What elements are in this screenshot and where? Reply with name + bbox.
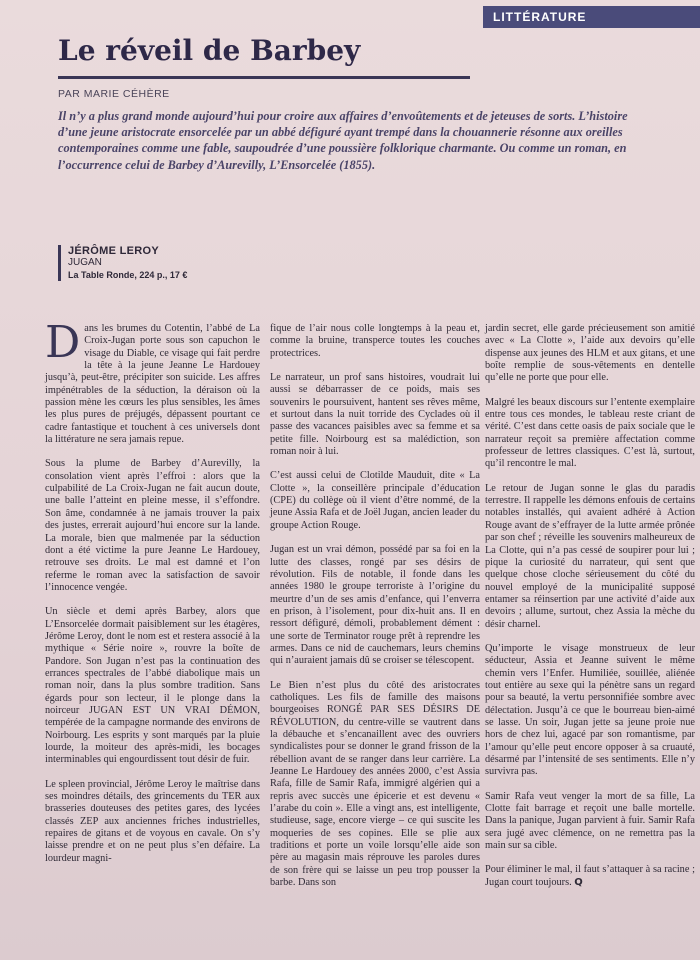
lead-paragraph: Il n’y a plus grand monde aujourd’hui pour croire aux affaires d’envoûtements et de jeteuses de sorts. L’histoire d’une jeune aristocrate ensorcelée par un abbé défiguré ayant trempé dans la chouannerie résonne aux oreilles contemporaines comme une fable, saupoudrée d’une poussière folklorique charmante. Ou comme un roman, en l’occurrence celui de Barbey d’Aurevilly, L’Ensorcelée (1855).: [58, 109, 628, 172]
paragraph: Le narrateur, un prof sans histoires, voudrait lui aussi se débarrasser de ce poids, mais ses souvenirs le poursuivent, hantent ses rêves même, et surtout dans la nuit torride des Cyclades où il passe des vacances paisibles avec sa femme et sa petite fille. Noirbourg est sa malédiction, son roman noir à lui.: [270, 372, 480, 458]
book-author: JÉRÔME LEROY: [68, 245, 160, 257]
paragraph: Le retour de Jugan sonne le glas du paradis terrestre. Il rappelle les démons enfouis de certains notables installés, qui avaient adhéré à Action Rouge avant de s’effrayer de la lutte armée prônée par son chef ; réveille les souvenirs malheureux de La Clotte, qui n’a pas cessé de soupirer pour lui ; pique la curiosité du narrateur, qui sent que quelque chose cloche sérieusement du côté du nouvel employé de la municipalité supposé entamer sa réinsertion par une activité d’aide aux devoirs ; allume, surtout, chez Assia la mèche du désir charnel.: [485, 482, 695, 630]
article-title: Le réveil de Barbey: [58, 34, 361, 67]
paragraph: Le spleen provincial, Jérôme Leroy le maîtrise dans ses moindres détails, des grincements du TER aux brasseries douteuses des petites gares, des lycées classés ZEP aux anciennes friches industrielles, repaires de gitans et de voyous en cavale. On s’y laisse prendre et on ne peut plus s’en défaire. La lourdeur magni-: [45, 778, 260, 864]
book-title: JUGAN: [68, 257, 102, 268]
paragraph: Dans les brumes du Cotentin, l’abbé de La Croix-Jugan porte sous son capuchon le visage du Diable, ce visage qui fait perdre la tête à la jeune Jeanne Le Hardouey jusqu’à, peut-être, précipiter son suicide. Les affres impénétrables de la séduction, la déraison où la passion mène les cœurs les plus sensibles, les âmes les plus pures de préjugés, dépassent pourtant ce cadre fantastique et touchent à ces universels dont la littérature ne sera jamais repue.: [45, 317, 260, 446]
column-2: [270, 323, 480, 901]
end-mark: Q: [574, 876, 583, 888]
paragraph: Un siècle et demi après Barbey, alors que L’Ensorcelée dormait paisiblement sur les étagères, Jérôme Leroy, dont le nom est et restera associé à la mythique « Série noire », rouvre la boîte de Pandore. Son Jugan n’est pas la continuation des errances spectrales de l’abbé diabolique mais un roman noir, dans la plus sombre tradition. Sans égards pour son lecteur, il le plonge dans la noirceur JUGAN EST UN VRAI DÉMON, tempérée de la campagne normande des environs de Noirbourg. Les esprits y sont marqués par la pluie lourde, la moiteur des après-midi, les bocages interminables qui engourdissent tout désir de fuir.: [45, 606, 260, 766]
paragraph: Le Bien n’est plus du côté des aristocrates catholiques. Les fils de famille des maisons bourgeoises RONGÉ PAR SES DÉSIRS DE RÉVOLUTION, du centre-ville se vautrent dans la débauche et s’encanaillent avec des ouvriers syndicalistes pour se donner le grand frisson de la rébellion avant de se ranger dans leur carrière. La Jeanne Le Hardouey des années 2000, c’est Assia Rafa, fille de Samir Rafa, immigré algérien qui a repris avec succès une épicerie et est devenu « l’arabe du coin ». Elle a vingt ans, est intelligente, studieuse, sage, encore vierge – ce qui suscite les moqueries de ses copines. Elle se plie aux traditions et porte un voile lorsqu’elle aide son père au magasin mais réprouve les paroles dures de son frère qui se laisse un peu trop pousser la barbe. Dans son: [270, 679, 480, 889]
paragraph: Malgré les beaux discours sur l’entente exemplaire entre tous ces mondes, le tableau reste criant de vérité. C’est dans cette oasis de paix sociale que le narrateur reçoit sa première affectation comme professeur de lettres classiques. C’est là, surtout, qu’il rencontre le mal.: [485, 396, 695, 470]
title-underline: [58, 76, 470, 79]
paragraph: fique de l’air nous colle longtemps à la peau et, comme la bruine, transperce toutes les couches protectrices.: [270, 323, 480, 359]
column-1: [45, 317, 260, 877]
paragraph: jardin secret, elle garde précieusement son amitié avec « La Clotte », l’aide aux devoirs qu’elle dispense aux jeunes des HLM et aux gitans, et une boîte remplie de sous-vêtements en dentelle qu’elle ne porte que pour elle.: [485, 323, 695, 384]
paragraph: Samir Rafa veut venger la mort de sa fille, La Clotte fait barrage et reçoit une balle mortelle. Dans la panique, Jugan parvient à fuir. Samir Rafa sera jugé avec clémence, on ne remettra pas la main sur sa cible.: [485, 790, 695, 852]
paragraph: C’est aussi celui de Clotilde Mauduit, dite « La Clotte », la conseillère principale d’éducation (CPE) du collège où il vient d’être nommé, de la jeune Assia Rafa et de Joël Jugan, ancien leader du groupe Action Rouge.: [270, 470, 480, 531]
paragraph: Pour éliminer le mal, il faut s’attaquer à sa racine ; Jugan court toujours. Q: [485, 864, 695, 888]
book-publisher: La Table Ronde, 224 p., 17 €: [68, 270, 188, 280]
paragraph: Qu’importe le visage monstrueux de leur séducteur, Assia et Jeanne suivent le même chemin vers l’Enfer. Humiliée, souillée, aliénée tout entière au sexe qui la pénètre sans un regard pour sa beauté, la vertu personnifiée sombre avec délectation. Jusqu’à ce que le bourreau bien-aimé se lasse. Un soir, Jugan jette sa jeune proie nue hors de chez lui, agacé par son romantisme, par l’amour qu’elle peut encore opposer à sa cruauté, désarmé par l’intensité de ses sentiments. Elle n’y survivra pas.: [485, 642, 695, 778]
section-tab: LITTÉRATURE: [483, 6, 700, 28]
drop-cap: D: [45, 317, 81, 368]
paragraph: Jugan est un vrai démon, possédé par sa foi en la lutte des classes, rongé par ses désirs de révolution. Fils de notable, il fonde dans les années 1980 le groupe terroriste à l’origine du meurtre d’un de ses amis d’enfance, qui l’enverra en prison, à l’isolement, pour dix-huit ans. Il en ressort défiguré, démoli, probablement dément : une sorte de Terminator rouge prêt à reprendre les armes. Dans ce nid de cauchemars, leurs chemins qui n’auraient jamais dû se croiser se télescopent.: [270, 544, 480, 667]
byline: PAR MARIE CÉHÈRE: [58, 88, 170, 100]
book-info: [58, 245, 187, 281]
paragraph: Sous la plume de Barbey d’Aurevilly, la consolation vient après l’effroi : alors que la culpabilité de La Croix-Jugan ne fait aucun doute, une balle l’atteint en pleine messe, il s’effondre. Son âme, condamnée à ne jamais trouver la paix des justes, errerait aujourd’hui encore sur la lande. La morale, bien que malmenée par la séduction dont a été victime la pure Jeanne Le Hardouey, retrouve ses droits. Le mal est damné et l’on referme le roman avec la satisfaction de savoir l’innocence vengée.: [45, 458, 260, 593]
column-3: [485, 323, 695, 901]
